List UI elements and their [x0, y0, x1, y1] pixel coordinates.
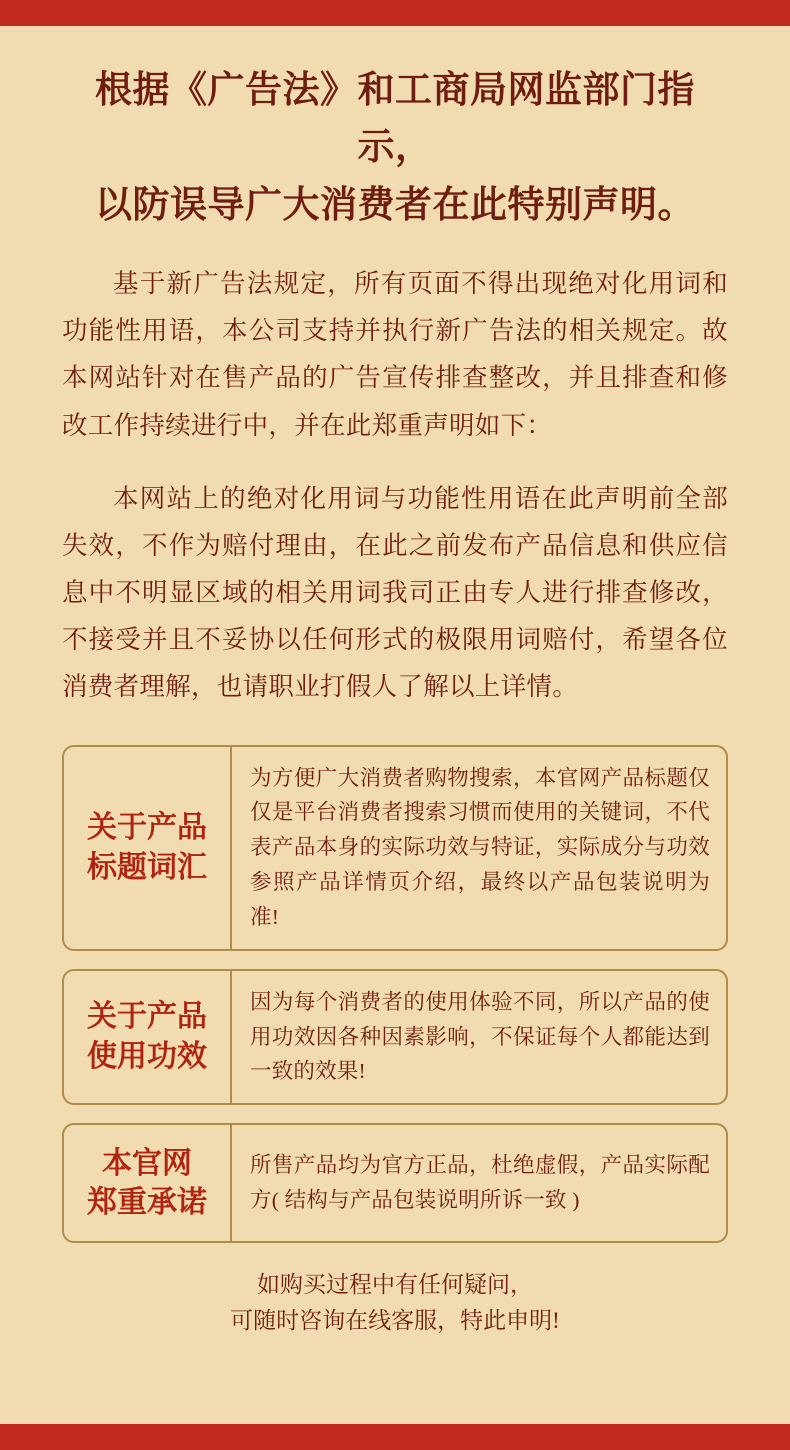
footer-note [62, 1267, 728, 1338]
statement-card-official-promise [62, 1123, 728, 1243]
statement-card-title [64, 747, 232, 949]
statement-paragraph-2: 本网站上的绝对化用词与功能性用语在此声明前全部失效，不作为赔付理由，在此之前发布产品信息和供应信息中不明显区域的相关用词我司正由专人进行排查修改，不接受并且不妥协以任何形式的极限用词赔付，希望各位消费者理解，也请职业打假人了解以上详情。 [62, 483, 728, 702]
bottom-red-band [0, 1424, 790, 1450]
statement-card-body [232, 747, 726, 949]
announcement-sheet [0, 26, 790, 1424]
footer-note-line-2: 可随时咨询在线客服，特此申明! [230, 1307, 560, 1333]
statement-card-title [64, 971, 232, 1103]
statement-card-title-line-1: 本官网 [102, 1146, 192, 1180]
statement-card-list [62, 745, 728, 1244]
statement-paragraph-1: 基于新广告法规定，所有页面不得出现绝对化用词和功能性用语，本公司支持并执行新广告法的相关规定。故本网站针对在售产品的广告宣传排查整改，并且排查和修改工作持续进行中，并在此郑重声明如下： [62, 269, 728, 440]
statement-card-title-line-2: 使用功效 [87, 1039, 207, 1073]
footer-note-line-1: 如购买过程中有任何疑问， [257, 1272, 533, 1298]
statement-card-title-line-2: 标题词汇 [87, 850, 207, 884]
statement-card-product-efficacy [62, 969, 728, 1105]
page-title-line-2: 以防误导广大消费者在此特别声明。 [95, 184, 695, 226]
statement-card-text: 因为每个消费者的使用体验不同，所以产品的使用功效因各种因素影响，不保证每个人都能达到一致的效果! [250, 989, 710, 1084]
statement-card-product-title [62, 745, 728, 951]
statement-card-text: 为方便广大消费者购物搜索，本官网产品标题仅仅是平台消费者搜索习惯而使用的关键词，不代表产品本身的实际功效与特证，实际成分与功效参照产品详情页介绍，最终以产品包装说明为准! [250, 765, 710, 929]
statement-card-title-line-2: 郑重承诺 [87, 1186, 207, 1220]
statement-card-title [64, 1125, 232, 1241]
statement-card-title-line-1: 关于产品 [87, 1000, 207, 1034]
page-title-line-1: 根据《广告法》和工商局网监部门指示， [95, 70, 695, 169]
statement-card-text: 所售产品均为官方正品，杜绝虚假，产品实际配方( 结构与产品包装说明所诉一致 ) [250, 1153, 710, 1213]
statement-card-body [232, 971, 726, 1103]
statement-card-title-line-1: 关于产品 [87, 811, 207, 845]
page-title [62, 62, 728, 234]
top-red-band [0, 0, 790, 26]
statement-card-body [232, 1125, 726, 1241]
